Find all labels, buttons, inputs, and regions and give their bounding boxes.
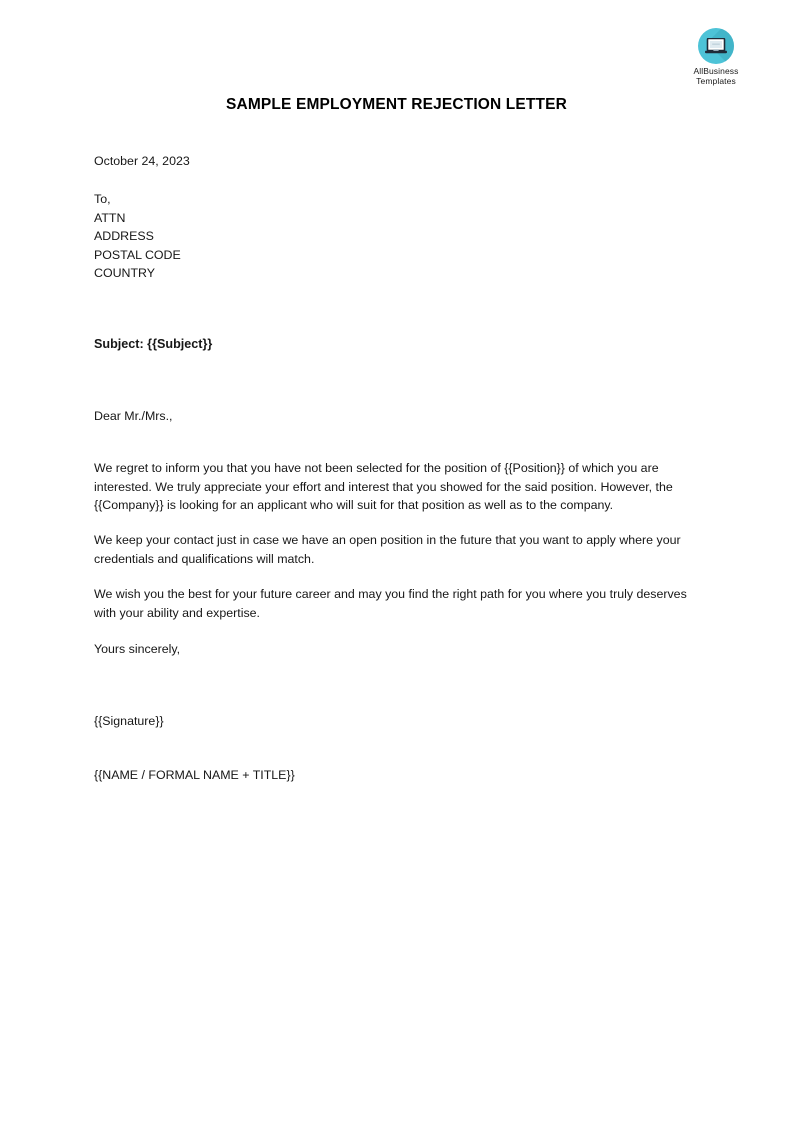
brand-logo[interactable] xyxy=(676,28,756,86)
page-title: SAMPLE EMPLOYMENT REJECTION LETTER xyxy=(226,96,567,113)
recipient-country: COUNTRY xyxy=(94,266,156,281)
closing-line: Yours sincerely, xyxy=(94,642,181,657)
body-paragraph-1: We regret to inform you that you have not been selected for the position of {{Position}} of which you are interested. We truly appreciate your effort and interest that you showed for the said position. However, the {{Company}} is looking for an applicant who will suit for that position as well as to the company. xyxy=(94,461,673,513)
signature-placeholder: {{Signature}} xyxy=(94,713,164,728)
salutation: Dear Mr./Mrs., xyxy=(94,408,173,423)
recipient-to: To, xyxy=(94,192,111,207)
recipient-attn: ATTN xyxy=(94,210,126,225)
recipient-postal-code: POSTAL CODE xyxy=(94,247,181,262)
letter-body xyxy=(94,152,694,784)
brand-name-line1: AllBusiness xyxy=(693,66,739,76)
laptop-icon xyxy=(698,28,734,64)
body-paragraph-2: We keep your contact just in case we have an open position in the future that you want to apply where your credentials and qualifications will match. xyxy=(94,533,681,566)
brand-name-line2: Templates xyxy=(696,75,736,86)
letter-date: October 24, 2023 xyxy=(94,154,190,168)
recipient-address-block xyxy=(94,190,694,282)
recipient-address: ADDRESS xyxy=(94,229,154,244)
signer-name-placeholder: {{NAME / FORMAL NAME + TITLE}} xyxy=(94,767,295,782)
body-paragraph-3: We wish you the best for your future career and may you find the right path for you where you truly deserves with your ability and expertise. xyxy=(94,587,687,620)
subject-line: Subject: {{Subject}} xyxy=(94,337,213,352)
